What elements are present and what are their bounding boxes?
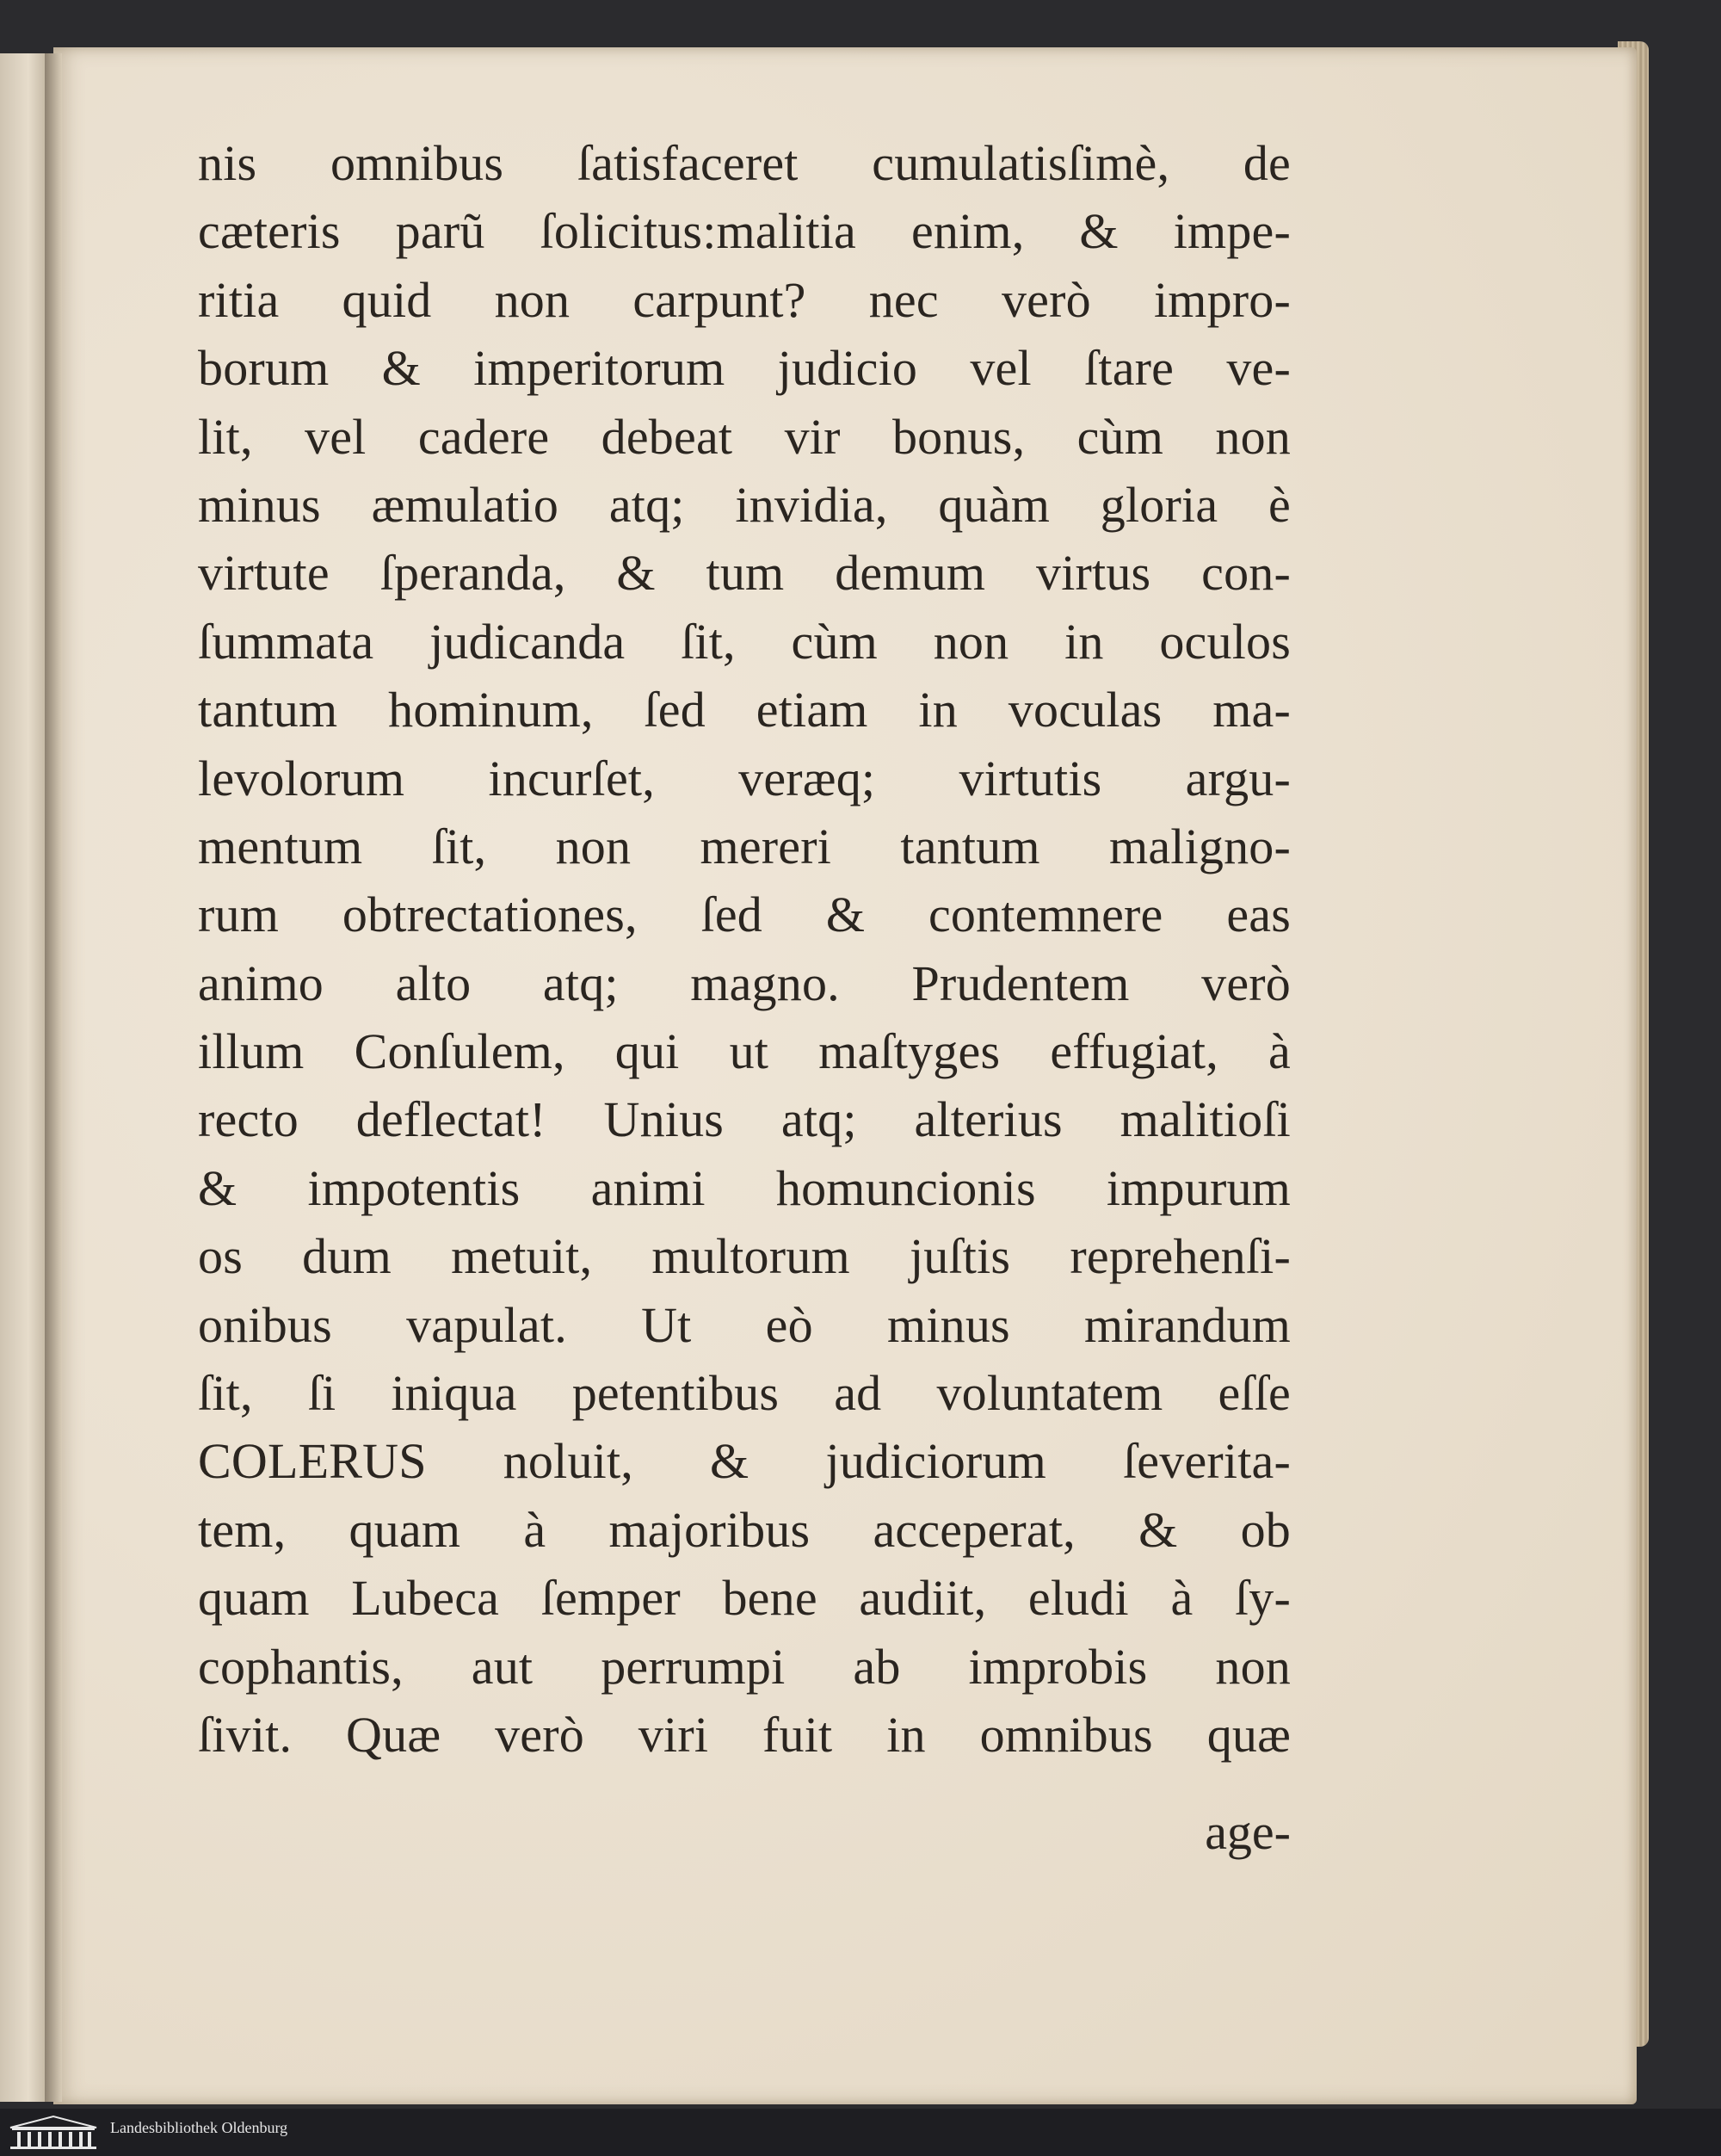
text-line: ſummata judicanda ſit, cùm non in oculos — [198, 613, 1291, 670]
text-line: cophantis, aut perrumpi ab improbis non — [198, 1638, 1291, 1695]
text-line: cæteris parũ ſolicitus:malitia enim, & impe- — [198, 203, 1291, 260]
text-line: nis omnibus ſatisfaceret cumulatisſimè, de — [198, 135, 1291, 191]
text-line: ritia quid non carpunt? nec verò impro- — [198, 271, 1291, 328]
catchword: age- — [1205, 1804, 1291, 1860]
text-line: os dum metuit, multorum juſtis reprehenſi- — [198, 1228, 1291, 1285]
text-line: onibus vapulat. Ut eò minus mirandum — [198, 1296, 1291, 1353]
book-page — [53, 47, 1637, 2104]
text-line: minus æmulatio atq; invidia, quàm gloria è — [198, 476, 1291, 533]
text-line: lit, vel cadere debeat vir bonus, cùm non — [198, 408, 1291, 465]
facing-page-edge — [0, 53, 52, 2102]
text-line: ſivit. Quæ verò viri fuit in omnibus quæ — [198, 1706, 1291, 1763]
text-line: tantum hominum, ſed etiam in voculas ma- — [198, 682, 1291, 738]
text-line: animo alto atq; magno. Prudentem verò — [198, 954, 1291, 1011]
text-line: illum Conſulem, qui ut maſtyges effugiat, à — [198, 1023, 1291, 1080]
text-line: recto deflectat! Unius atq; alterius malitioſi — [198, 1091, 1291, 1148]
library-name: Landesbibliothek Oldenburg — [110, 2119, 288, 2136]
footer-bar — [0, 2109, 1721, 2156]
book-gutter — [45, 53, 62, 2102]
text-line: tem, quam à majoribus acceperat, & ob — [198, 1501, 1291, 1558]
text-line: borum & imperitorum judicio vel ſtare ve- — [198, 340, 1291, 397]
text-line: virtute ſperanda, & tum demum virtus con- — [198, 545, 1291, 602]
text-line: COLERUS noluit, & judiciorum ſeverita- — [198, 1433, 1291, 1490]
text-line: & impotentis animi homuncionis impurum — [198, 1159, 1291, 1216]
body-text — [198, 129, 1291, 1769]
text-line: mentum ſit, non mereri tantum maligno- — [198, 818, 1291, 874]
text-line: quam Lubeca ſemper bene audiit, eludi à ſy- — [198, 1570, 1291, 1627]
text-line: ſit, ſi iniqua petentibus ad voluntatem eſſe — [198, 1365, 1291, 1422]
text-line: rum obtrectationes, ſed & contemnere eas — [198, 886, 1291, 943]
text-line: levolorum incurſet, veræq; virtutis argu- — [198, 750, 1291, 806]
library-building-icon — [7, 2114, 100, 2152]
